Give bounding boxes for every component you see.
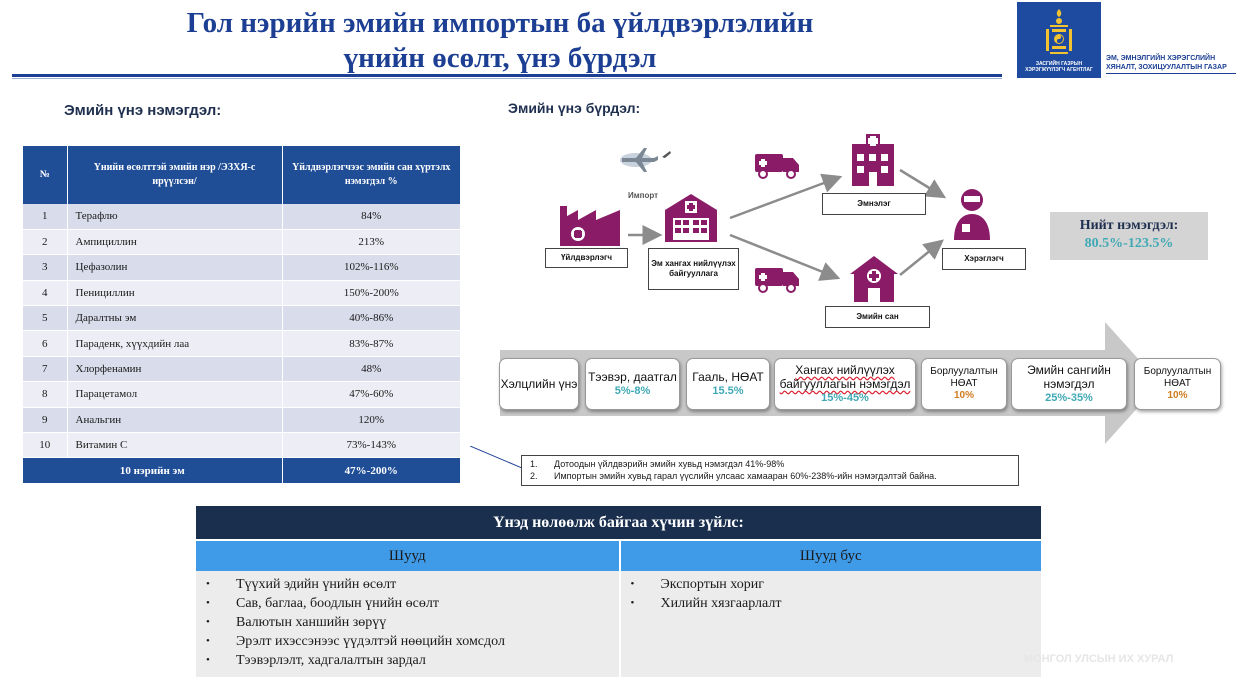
factors-table <box>196 506 1041 677</box>
list-item <box>206 632 609 651</box>
row-number: 3 <box>23 255 67 280</box>
table-row <box>23 204 460 229</box>
list-item-text: Тээвэрлэлт, хадгалалтын зардал <box>236 653 426 668</box>
bullet-icon: • <box>206 654 210 666</box>
markup-value: 40%-86% <box>282 306 460 331</box>
airplane-icon <box>620 148 671 172</box>
row-number: 1 <box>23 204 67 229</box>
chain-step-label: Борлуулалтын НӨАТ <box>1143 366 1212 389</box>
arrow-pharmacy-to-consumer <box>900 241 942 275</box>
column-header-markup: Үйлдвэрлэгчээс эмийн сан хүртэлх нэмэгдэл % <box>282 146 460 204</box>
total-markup-box <box>1050 212 1208 260</box>
row-number: 10 <box>23 433 67 458</box>
price-increase-heading: Эмийн үнэ нэмэгдэл: <box>64 102 222 119</box>
markup-value: 120% <box>282 407 460 432</box>
total-markup-label: Нийт нэмэгдэл: <box>1079 218 1179 233</box>
chain-step-pct: 10% <box>1167 390 1188 401</box>
truck-icon-lower <box>755 268 799 292</box>
chain-step-label: Борлуулалтын НӨАТ <box>930 366 998 389</box>
warehouse-icon <box>665 194 717 242</box>
table-row <box>23 280 460 305</box>
total-markup-value: 80.5%-123.5% <box>1084 236 1174 251</box>
truck-icon-upper <box>755 154 799 178</box>
list-item <box>206 613 609 632</box>
markup-value: 73%-143% <box>282 433 460 458</box>
drug-name: Пенициллин <box>67 280 282 305</box>
chain-step-pct: 25%-35% <box>1045 392 1093 404</box>
bullet-icon: • <box>206 597 210 609</box>
list-item <box>206 575 609 594</box>
chain-step-label: Гааль, НӨАТ <box>692 370 764 384</box>
markup-value: 48% <box>282 356 460 381</box>
row-number: 5 <box>23 306 67 331</box>
list-item-text: Эрэлт ихэссэнээс үүдэлтэй нөөцийн хомсдол <box>236 634 505 649</box>
table-row <box>23 356 460 381</box>
supplier-node-label: Эм хангах нийлүүлэх байгууллага <box>648 248 739 290</box>
note-item <box>530 458 1012 470</box>
bullet-icon: • <box>206 635 210 647</box>
note-text: Импортын эмийн хувьд гарал үүслийн улсаас хамааран 60%-238%-ийн нэмэгдэлтэй байна. <box>554 471 937 481</box>
table-row <box>23 407 460 432</box>
row-number: 9 <box>23 407 67 432</box>
organization-underline <box>1106 73 1236 74</box>
title-underline <box>12 74 1002 77</box>
chain-step-customs <box>686 358 770 410</box>
drug-name: Витамин С <box>67 433 282 458</box>
chain-step-label: Эмийн сангийн нэмэгдэл <box>1027 363 1111 391</box>
drug-name: Даралтны эм <box>67 306 282 331</box>
markup-value: 150%-200% <box>282 280 460 305</box>
factors-direct-column <box>196 539 619 677</box>
soyombo-emblem-icon <box>1041 8 1077 56</box>
page-title <box>60 6 940 76</box>
table-row <box>23 255 460 280</box>
list-item <box>631 594 1032 613</box>
note-pointer-line <box>470 446 522 468</box>
list-item <box>631 575 1032 594</box>
logo-caption: ЗАСГИЙН ГАЗРЫН ХЭРЭГЖҮҮЛЭГЧ АГЕНТЛАГ <box>1025 61 1093 73</box>
drug-name: Параденк, хүүхдийн лаа <box>67 331 282 356</box>
price-structure-heading: Эмийн үнэ бүрдэл: <box>508 100 641 116</box>
factory-icon <box>560 206 620 246</box>
row-number: 8 <box>23 382 67 407</box>
row-number: 2 <box>23 229 67 254</box>
chain-step-label: Тээвэр, даатгал <box>588 370 677 384</box>
markup-value: 83%-87% <box>282 331 460 356</box>
note-number: 1. <box>530 459 538 469</box>
chain-step-pct: 15.5% <box>712 385 744 397</box>
list-item <box>206 651 609 670</box>
factors-direct-list <box>196 571 619 677</box>
factors-indirect-title: Шууд бус <box>621 541 1042 571</box>
drug-name: Парацетамол <box>67 382 282 407</box>
chain-step-final-vat <box>1134 358 1221 410</box>
drug-name: Цефазолин <box>67 255 282 280</box>
page-title-line1: Гол нэрийн эмийн импортын ба үйлдвэрлэлийн <box>186 7 814 39</box>
table-row <box>23 229 460 254</box>
column-header-drug-name: Үнийн өсөлттэй эмийн нэр /ЭЗХЯ-с ирүүлсэн/ <box>67 146 282 204</box>
row-number: 4 <box>23 280 67 305</box>
drug-name: Анальгин <box>67 407 282 432</box>
row-number: 6 <box>23 331 67 356</box>
table-row <box>23 331 460 356</box>
consumer-node-label: Хэрэглэгч <box>942 248 1026 270</box>
chain-step-label: Хангах нийлүүлэх байгууллагын нэмэгдэл <box>779 363 911 391</box>
hospital-node-label: Эмнэлэг <box>822 193 926 215</box>
title-underline-thin <box>12 78 1002 79</box>
markup-value: 84% <box>282 204 460 229</box>
bullet-icon: • <box>630 578 635 590</box>
drug-name: Ампициллин <box>67 229 282 254</box>
bullet-icon: • <box>206 616 210 628</box>
chain-step-pharmacy-markup <box>1011 358 1127 410</box>
import-label: Импорт <box>628 191 659 200</box>
total-value: 47%-200% <box>282 458 460 483</box>
bullet-icon: • <box>630 597 635 609</box>
chain-step-sales-vat <box>921 358 1007 410</box>
chain-step-label: Хэлцлийн үнэ <box>500 377 578 391</box>
table-total-row <box>23 458 460 483</box>
list-item-text: Валютын ханшийн зөрүү <box>236 615 387 630</box>
table-row <box>23 382 460 407</box>
factors-heading: Үнэд нөлөөлж байгаа хүчин зүйлс: <box>196 506 1041 539</box>
chain-step-supplier-markup <box>774 358 916 410</box>
total-label: 10 нэрийн эм <box>23 458 282 483</box>
list-item-text: Түүхий эдийн үнийн өсөлт <box>236 577 397 592</box>
pharmacy-icon <box>850 256 898 302</box>
hospital-icon <box>852 134 894 186</box>
arrow-supplier-to-pharmacy <box>730 235 838 278</box>
markup-value: 102%-116% <box>282 255 460 280</box>
chain-step-transport <box>585 358 680 410</box>
markup-value: 47%-60% <box>282 382 460 407</box>
pharmacy-node-label: Эмийн сан <box>825 306 930 328</box>
list-item-text: Экспортын хориг <box>660 577 764 592</box>
table-row <box>23 306 460 331</box>
list-item-text: Хилийн хязгаарлалт <box>660 596 782 611</box>
factors-indirect-column <box>619 539 1042 677</box>
table-header-row <box>23 146 460 204</box>
factors-direct-title: Шууд <box>196 541 619 571</box>
column-header-number: № <box>23 146 67 204</box>
person-icon <box>954 189 990 240</box>
price-increase-table <box>23 146 460 484</box>
page-title-line2: үнийн өсөлт, үнэ бүрдэл <box>343 42 657 74</box>
table-row <box>23 433 460 458</box>
note-item <box>530 470 1012 482</box>
chain-step-pct: 15%-45% <box>821 392 869 404</box>
list-item-text: Сав, баглаа, боодлын үнийн өсөлт <box>236 596 439 611</box>
drug-name: Хлорфенамин <box>67 356 282 381</box>
note-text: Дотоодын үйлдвэрийн эмийн хувьд нэмэгдэл 41%-98% <box>554 459 785 469</box>
list-item <box>206 594 609 613</box>
bullet-icon: • <box>206 578 210 590</box>
chain-step-pct: 10% <box>953 390 974 401</box>
chain-step-pct: 5%-8% <box>614 385 651 397</box>
drug-name: Терафлю <box>67 204 282 229</box>
factors-indirect-list <box>621 571 1042 677</box>
row-number: 7 <box>23 356 67 381</box>
organization-name: ЭМ, ЭМНЭЛГИЙН ХЭРЭГСЛИЙН ХЯНАЛТ, ЗОХИЦУУЛАЛТЫН ГАЗАР <box>1106 55 1227 71</box>
chain-step-negotiated-price <box>499 358 579 410</box>
notes-box <box>521 455 1019 486</box>
watermark: МОНГОЛ УЛСЫН ИХ ХУРАЛ <box>1024 653 1174 665</box>
producer-node-label: Үйлдвэрлэгч <box>545 248 628 268</box>
note-number: 2. <box>530 471 538 481</box>
markup-value: 213% <box>282 229 460 254</box>
